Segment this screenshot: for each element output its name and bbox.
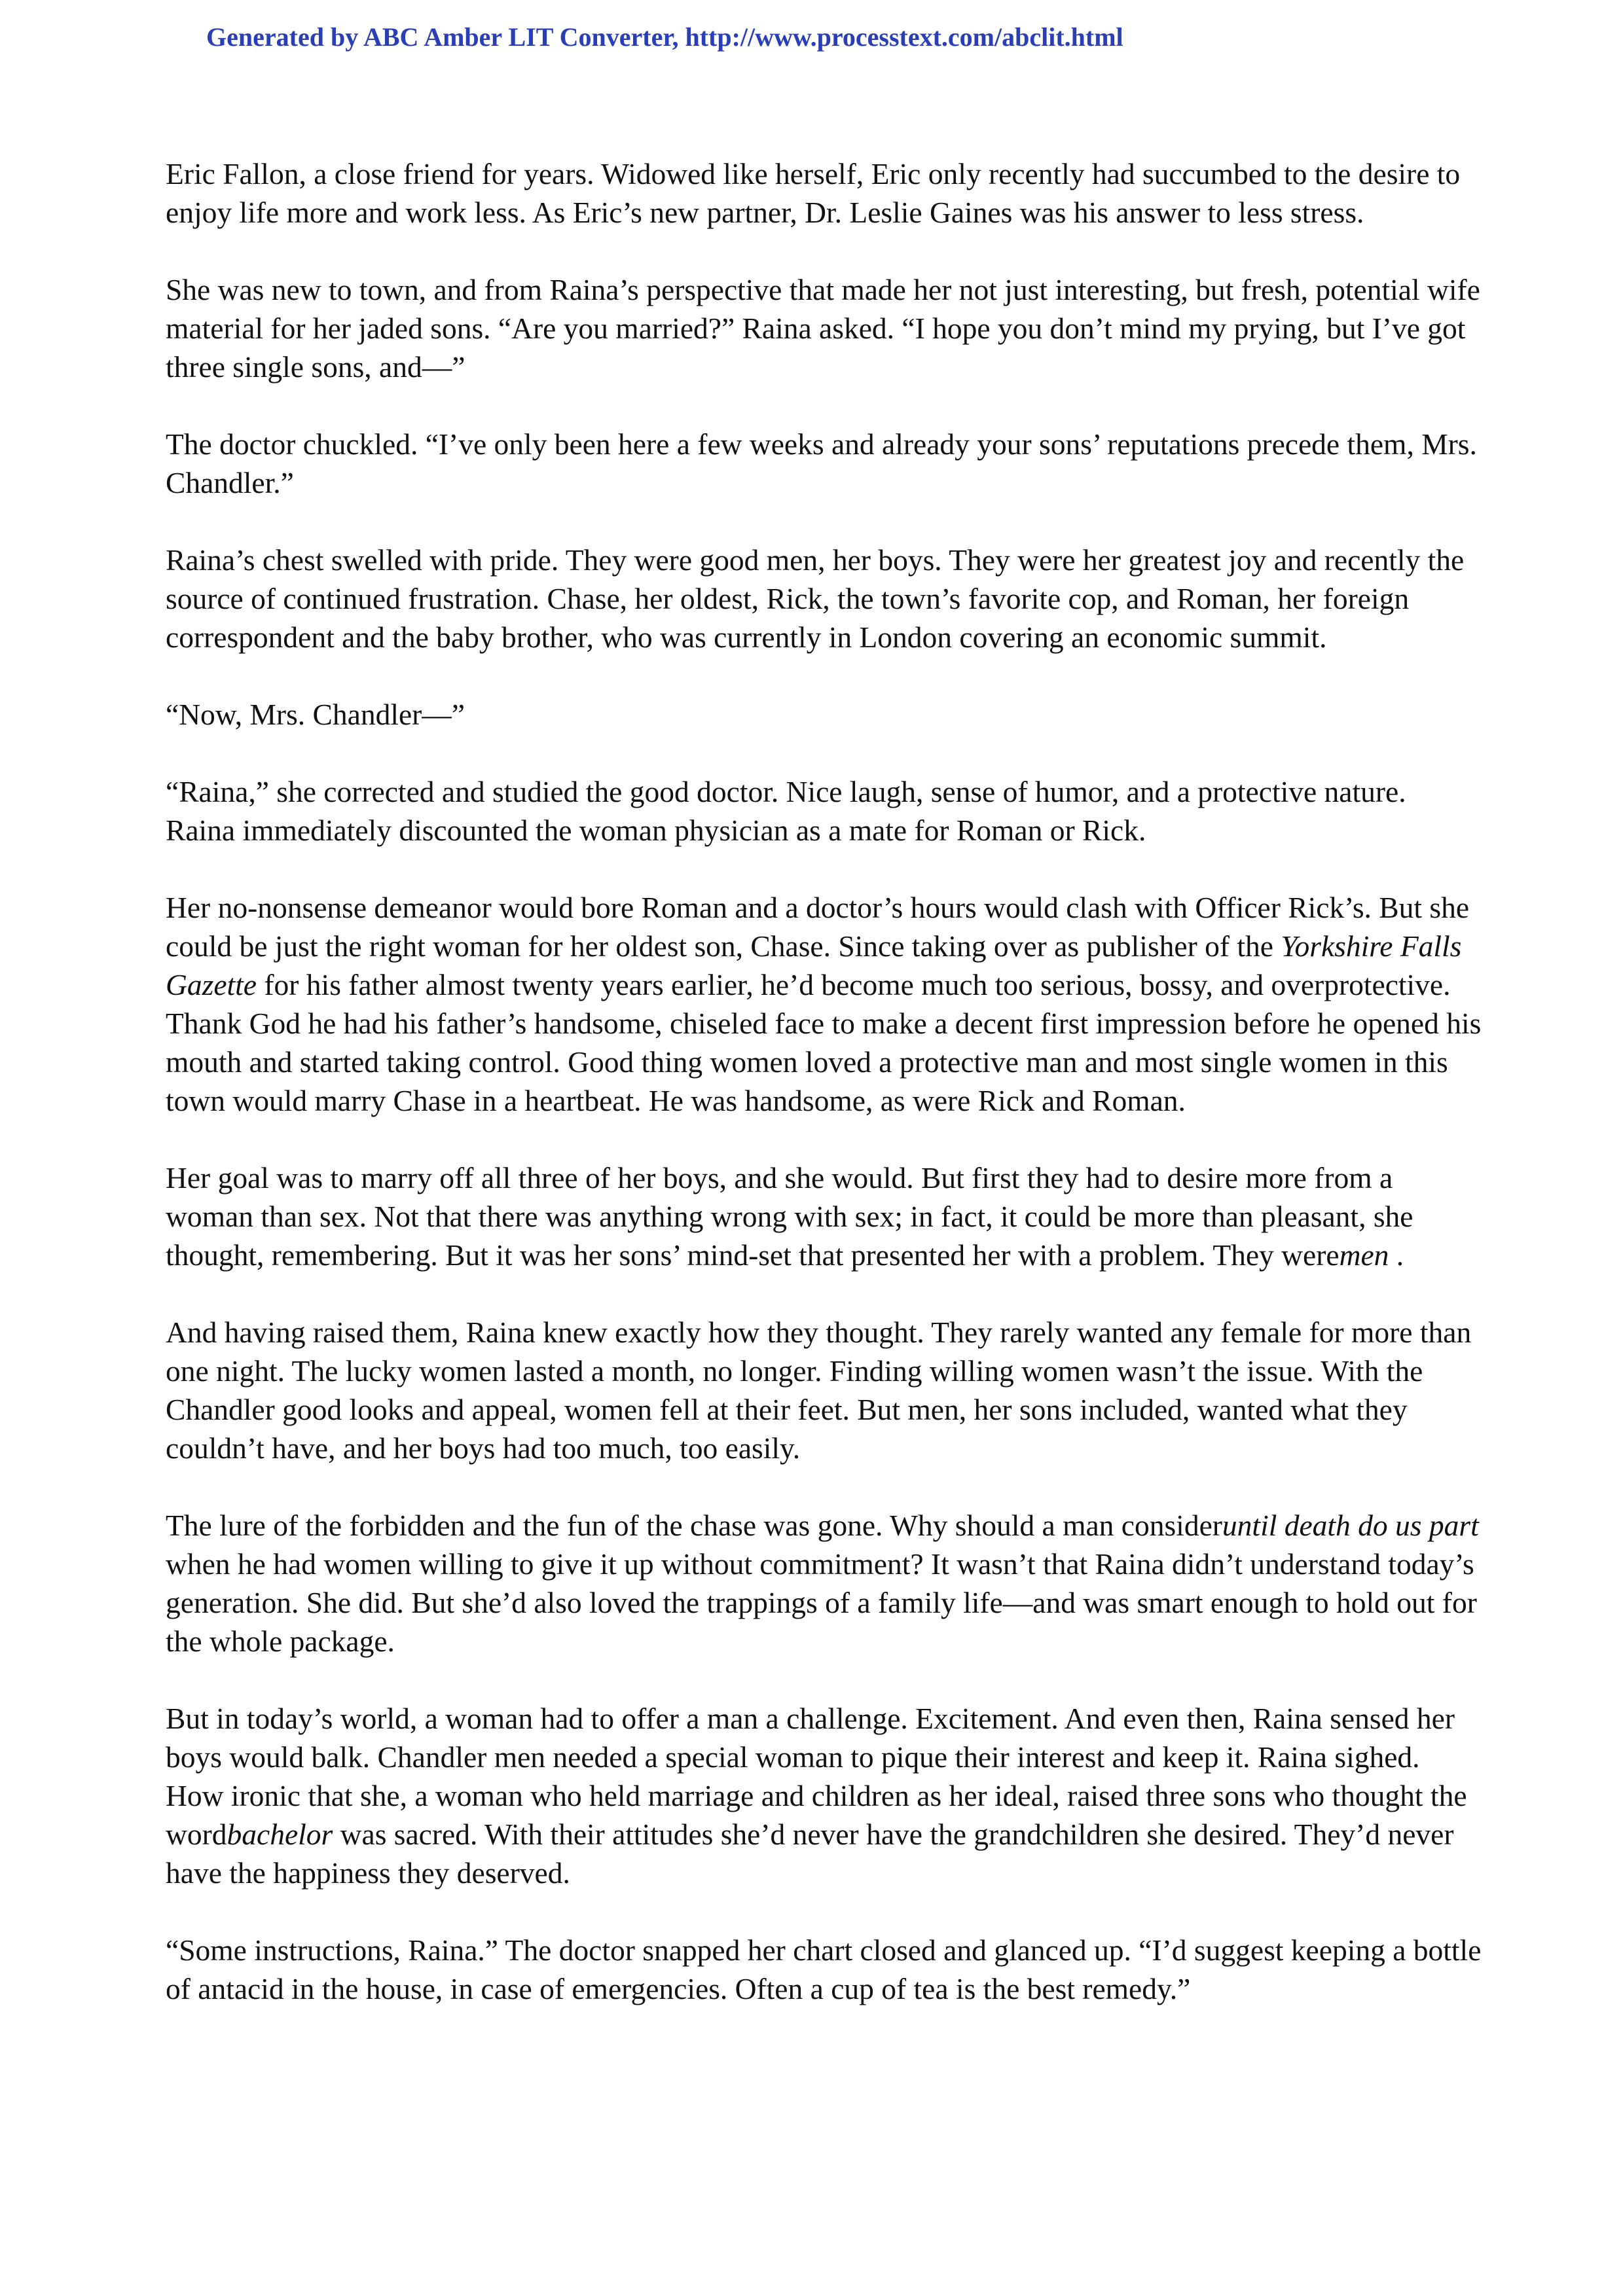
paragraph-text: The doctor chuckled. “I’ve only been here a few weeks and already your sons’ reputations precede them, Mrs. Chandler.” [166,427,1477,499]
body-paragraph [166,425,1482,502]
paragraph-text: when he had women willing to give it up without commitment? It wasn’t that Raina didn’t understand today’s generation. She did. But she’d also loved the trappings of a family life—and was smart enough to hold out for the whole package. [166,1547,1477,1658]
italic-text: men [1339,1238,1389,1272]
paragraph-text: “Some instructions, Raina.” The doctor snapped her chart closed and glanced up. “I’d suggest keeping a bottle of antacid in the house, in case of emergencies. Often a cup of tea is the best remedy.” [166,1933,1482,2005]
body-paragraph [166,772,1482,850]
document-body [166,154,1482,2047]
paragraph-text: “Raina,” she corrected and studied the good doctor. Nice laugh, sense of humor, and a protective nature. Raina immediately discounted the woman physician as a mate for Roman or Rick. [166,775,1406,847]
paragraph-text: for his father almost twenty years earlier, he’d become much too serious, bossy, and overprotective. Thank God he had his father’s handsome, chiseled face to make a decent first impression before he opened his mouth and started taking control. Good thing women loved a protective man and most single women in this town would marry Chase in a heartbeat. He was handsome, as were Rick and Roman. [166,968,1482,1117]
converter-header-link[interactable]: http://www.processtext.com/abclit.html [685,22,1123,52]
body-paragraph [166,695,1482,734]
paragraph-text: Her no-nonsense demeanor would bore Roman and a doctor’s hours would clash with Officer Rick’s. But she could be just the right woman for her oldest son, Chase. Since taking over as publisher of the [166,891,1470,963]
body-paragraph [166,888,1482,1120]
converter-header [206,20,1123,55]
paragraph-text: was sacred. With their attitudes she’d never have the grandchildren she desired. They’d never have the happiness they deserved. [166,1818,1454,1890]
body-paragraph [166,541,1482,656]
paragraph-text: But in today’s world, a woman had to offer a man a challenge. Excitement. And even then, Raina sensed her boys would balk. Chandler men needed a special woman to pique their interest and keep it. Raina sighed. How ironic that she, a woman who held marriage and children as her ideal, raised three sons who thought the word [166,1702,1467,1851]
body-paragraph [166,154,1482,232]
italic-text: bachelor [227,1818,333,1851]
body-paragraph [166,1931,1482,2008]
body-paragraph [166,270,1482,386]
paragraph-text: Eric Fallon, a close friend for years. Widowed like herself, Eric only recently had succumbed to the desire to enjoy life more and work less. As Eric’s new partner, Dr. Leslie Gaines was his answer to less stress. [166,157,1461,229]
paragraph-text: . [1389,1238,1404,1272]
paragraph-text: The lure of the forbidden and the fun of the chase was gone. Why should a man consider [166,1509,1222,1542]
body-paragraph [166,1313,1482,1467]
body-paragraph [166,1506,1482,1660]
paragraph-text: And having raised them, Raina knew exactly how they thought. They rarely wanted any female for more than one night. The lucky women lasted a month, no longer. Finding willing women wasn’t the issue. With the Chandler good looks and appeal, women fell at their feet. But men, her sons included, wanted what they couldn’t have, and her boys had too much, too easily. [166,1316,1472,1465]
body-paragraph [166,1158,1482,1274]
paragraph-text: “Now, Mrs. Chandler—” [166,698,465,731]
paragraph-text: Her goal was to marry off all three of her boys, and she would. But first they had to desire more from a woman than sex. Not that there was anything wrong with sex; in fact, it could be more than pleasant, she thought, remembering. But it was her sons’ mind-set that presented her with a problem. They were [166,1161,1413,1272]
converter-header-label: Generated by ABC Amber LIT Converter, [206,22,685,52]
paragraph-text: Raina’s chest swelled with pride. They were good men, her boys. They were her greatest joy and recently the source of continued frustration. Chase, her oldest, Rick, the town’s favorite cop, and Roman, her foreign correspondent and the baby brother, who was currently in London covering an economic summit. [166,543,1465,654]
italic-text: until death do us part [1222,1509,1479,1542]
paragraph-text: She was new to town, and from Raina’s perspective that made her not just interesting, but fresh, potential wife material for her jaded sons. “Are you married?” Raina asked. “I hope you don’t mind my prying, but I’ve got three single sons, and—” [166,273,1480,384]
body-paragraph [166,1699,1482,1892]
italic-text: Yorkshire Falls Gazette [166,929,1462,1001]
